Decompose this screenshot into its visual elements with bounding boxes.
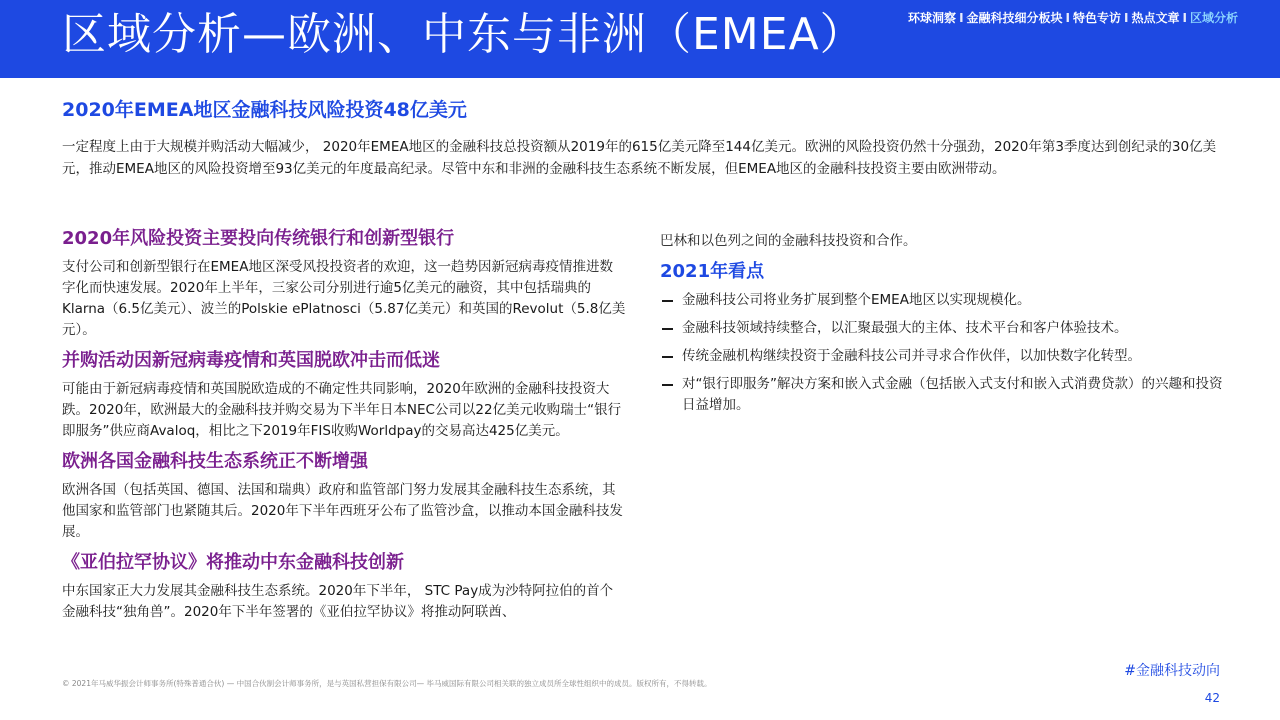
paragraph-vc-investment: 支付公司和创新型银行在EMEA地区深受风投投资者的欢迎，这一趋势因新冠病毒疫情推进数字化而快速发展。2020年上半年，三家公司分别进行逾5亿美元的融资，其中包括瑞典的Klarna（6.5亿美元）、波兰的Polskie ePlatnosci（5.87亿美元）和英国的Revolut（5.8亿美元）。 bbox=[62, 259, 626, 338]
nav-item-global-insights[interactable]: 环球洞察 bbox=[908, 11, 957, 25]
intro-paragraph: 一定程度上由于大规模并购活动大幅减少， 2020年EMEA地区的金融科技总投资额从2019年的615亿美元降至144亿美元。欧洲的风险投资仍然十分强劲，2020年第3季度达到创纪录的30亿美元，推动EMEA地区的风险投资增至93亿美元的年度最高纪录。尽管中东和非洲的金融科技生态系统不断发展，但EMEA地区的金融科技投资主要由欧洲带动。 bbox=[62, 139, 1217, 177]
nav-separator: I bbox=[1124, 11, 1129, 25]
nav-separator: I bbox=[1065, 11, 1071, 25]
nav-separator: I bbox=[959, 11, 964, 25]
outlook-list bbox=[660, 290, 1226, 416]
paragraph-ma-activity: 可能由于新冠病毒疫情和英国脱欧造成的不确定性共同影响，2020年欧洲的金融科技投资大跌。2020年，欧洲最大的金融科技并购交易为下半年日本NEC公司以22亿美元收购瑞士“银行即服务”供应商Avaloq，相比之下2019年FIS收购Worldpay的交易高达425亿美元。 bbox=[62, 381, 622, 439]
nav-separator: I bbox=[1182, 11, 1187, 25]
dash-bullet-icon bbox=[662, 300, 673, 302]
page-number: 42 bbox=[1204, 691, 1220, 705]
list-item bbox=[660, 374, 1226, 416]
left-column bbox=[62, 227, 626, 631]
right-column bbox=[660, 231, 1226, 423]
page-title: 区域分析—欧洲、中东与非洲（EMEA） bbox=[62, 9, 865, 60]
top-nav bbox=[908, 10, 1238, 26]
nav-item-hot-articles[interactable]: 热点文章 bbox=[1131, 11, 1180, 25]
list-item bbox=[660, 346, 1226, 367]
list-item-text: 金融科技领域持续整合，以汇聚最强大的主体、技术平台和客户体验技术。 bbox=[682, 320, 1128, 336]
hashtag-label[interactable]: #金融科技动向 bbox=[1124, 663, 1220, 679]
header-bar bbox=[0, 0, 1280, 78]
list-item bbox=[660, 318, 1226, 339]
nav-item-interviews[interactable]: 特色专访 bbox=[1073, 11, 1122, 25]
nav-item-regional-analysis[interactable]: 区域分析 bbox=[1189, 11, 1238, 25]
section-title: 2020年EMEA地区金融科技风险投资48亿美元 bbox=[62, 99, 467, 121]
list-item bbox=[660, 290, 1226, 311]
paragraph-abraham-accords: 中东国家正大力发展其金融科技生态系统。2020年下半年， STC Pay成为沙特阿拉伯的首个金融科技“独角兽”。2020年下半年签署的《亚伯拉罕协议》将推动阿联酋、 bbox=[62, 583, 614, 620]
paragraph-continuation: 巴林和以色列之间的金融科技投资和合作。 bbox=[660, 233, 917, 249]
list-item-text: 传统金融机构继续投资于金融科技公司并寻求合作伙伴，以加快数字化转型。 bbox=[682, 348, 1141, 364]
heading-2021-outlook: 2021年看点 bbox=[660, 261, 765, 282]
copyright-notice: © 2021年马威华振会计师事务所(特殊普通合伙) — 中国合伙制会计师事务所，是与英国私营担保有限公司— 毕马威国际有限公司相关联的独立成员所全球性组织中的成员。版权所有，不得转载。 bbox=[62, 679, 712, 688]
dash-bullet-icon bbox=[662, 384, 673, 386]
dash-bullet-icon bbox=[662, 328, 673, 330]
heading-vc-investment: 2020年风险投资主要投向传统银行和创新型银行 bbox=[62, 228, 455, 249]
nav-item-fintech-segments[interactable]: 金融科技细分板块 bbox=[966, 11, 1063, 25]
paragraph-european-ecosystems: 欧洲各国（包括英国、德国、法国和瑞典）政府和监管部门努力发展其金融科技生态系统，其他国家和监管部门也紧随其后。2020年下半年西班牙公布了监管沙盒，以推动本国金融科技发展。 bbox=[62, 482, 623, 540]
heading-abraham-accords: 《亚伯拉罕协议》将推动中东金融科技创新 bbox=[62, 552, 404, 573]
dash-bullet-icon bbox=[662, 356, 673, 358]
list-item-text: 对“银行即服务”解决方案和嵌入式金融（包括嵌入式支付和嵌入式消费贷款）的兴趣和投资日益增加。 bbox=[682, 376, 1223, 413]
list-item-text: 金融科技公司将业务扩展到整个EMEA地区以实现规模化。 bbox=[682, 292, 1031, 308]
heading-ma-activity: 并购活动因新冠病毒疫情和英国脱欧冲击而低迷 bbox=[62, 350, 440, 371]
heading-european-ecosystems: 欧洲各国金融科技生态系统正不断增强 bbox=[62, 451, 368, 472]
